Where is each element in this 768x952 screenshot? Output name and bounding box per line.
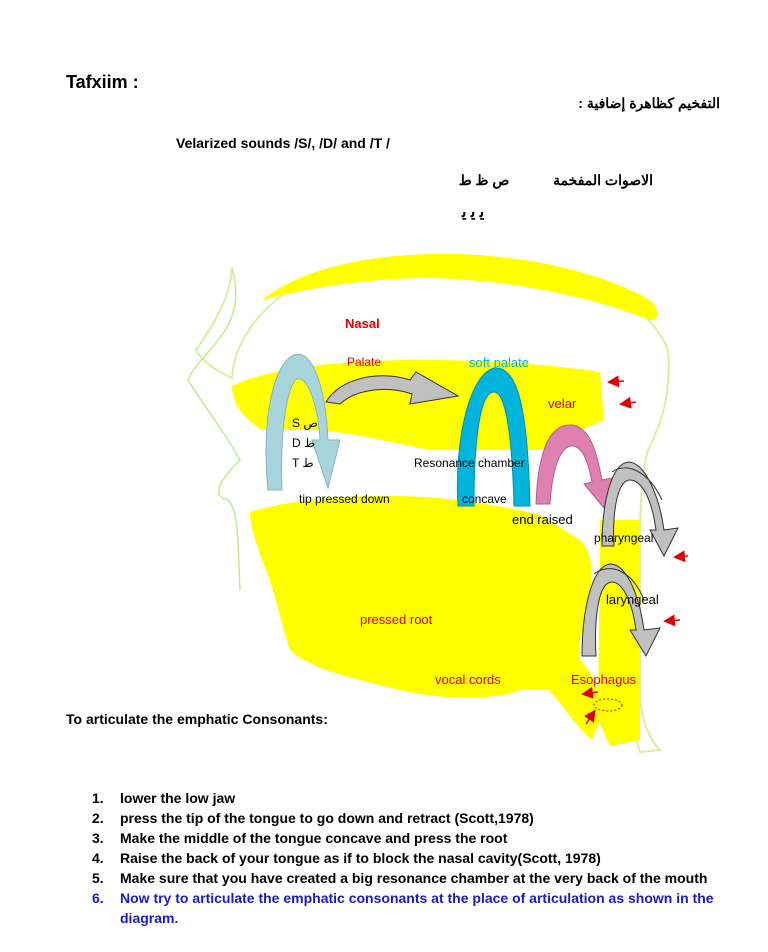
- page-title: Tafxiim :: [66, 72, 139, 92]
- label-vocal-cords: vocal cords: [435, 672, 501, 687]
- label-esophagus: Esophagus: [571, 672, 637, 687]
- list-item: 4. Raise the back of your tongue as if to block the nasal cavity(Scott, 1978): [92, 850, 601, 866]
- arabic-letters-forms: ﻳ ﻳ ﻳ: [462, 204, 485, 221]
- label-palate: Palate: [347, 355, 382, 369]
- label-resonance-chamber: Resonance chamber: [414, 456, 525, 470]
- list-item: 3. Make the middle of the tongue concave and press the root: [92, 830, 508, 846]
- label-tip-pressed: tip pressed down: [299, 492, 390, 506]
- pointer-arrow: [622, 402, 636, 404]
- label-soft-palate: soft palate: [469, 355, 529, 370]
- arabic-letters: ص ظ ط: [458, 172, 510, 188]
- arabic-sounds-label: الاصوات المفخمة: [553, 172, 653, 188]
- label-end-raised: end raised: [512, 512, 573, 527]
- label-nasal: Nasal: [345, 316, 380, 331]
- instructions-list: [90, 788, 730, 928]
- pointer-arrow: [610, 381, 624, 382]
- label-concave: concave: [462, 492, 507, 506]
- face-line: [188, 268, 240, 590]
- head-fill-top: [262, 254, 658, 320]
- label-pressed-root: pressed root: [360, 612, 433, 627]
- pointer-arrow: [666, 620, 680, 621]
- label-velar: velar: [548, 396, 577, 411]
- label-t-row: T ط: [292, 456, 314, 470]
- list-item: 1. lower the low jaw: [92, 790, 236, 806]
- list-item: 6. Now try to articulate the emphatic consonants at the place of articulation as shown in the diagram.: [92, 890, 714, 926]
- label-s-row: S ص: [292, 416, 318, 430]
- label-pharyngeal: pharyngeal: [594, 531, 654, 545]
- label-d-row: D ظ: [292, 436, 316, 450]
- pointer-arrow: [676, 556, 688, 557]
- list-item: 2. press the tip of the tongue to go down and retract (Scott,1978): [92, 810, 534, 826]
- arabic-heading: التفخيم كظاهرة إضافية :: [578, 95, 720, 111]
- instructions-heading: To articulate the emphatic Consonants:: [66, 711, 328, 727]
- list-item: 5. Make sure that you have created a big resonance chamber at the very back of the mouth: [92, 870, 708, 886]
- label-laryngeal: laryngeal: [606, 592, 659, 607]
- velarized-sounds-line: Velarized sounds /S/, /D/ and /T /: [176, 135, 390, 151]
